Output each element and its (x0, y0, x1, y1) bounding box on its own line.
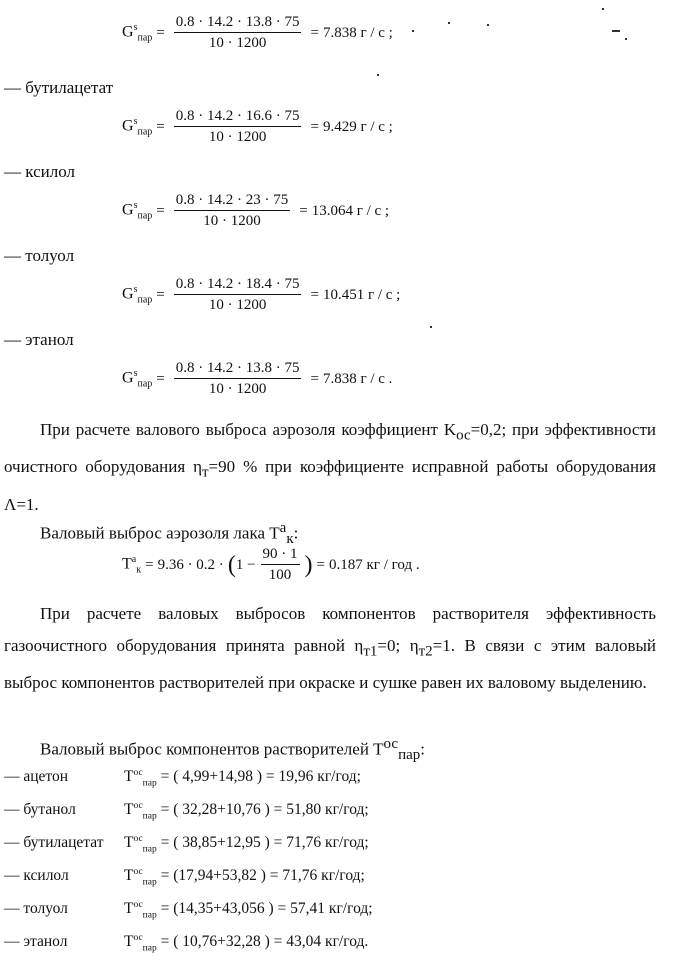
formula-symbol: $G^s_{пар}$ (122, 368, 153, 390)
formula-symbol: $G^s_{пар}$ (122, 200, 153, 222)
fraction: $\frac{0.8 \cdot 14.2 \cdot 16.6 \cdot 75}{10 \cdot 1200}$ (175, 108, 300, 145)
solvent-row: — ксилол $T^{ос}_{пар} = (17,94+53,82$ ) = 71,76 кг/год; (4, 867, 365, 888)
formula-symbol: $G^s_{пар}$ (122, 116, 153, 138)
formula-result: 10.451 г / с ; (322, 286, 401, 303)
formula-g-2: $G^s_{пар}$ = $\frac{0.8 \cdot 14.2 \cdot 16.6 \cdot 75}{10 \cdot 1200}$ = 9.429 г / с ; (122, 108, 393, 145)
solvent-row: — бутилацетат $T^{ос}_{пар}$ = ( 38,85+12,95 ) = 71,76 кг/год; (4, 834, 369, 855)
scan-speck (412, 30, 414, 32)
solvent-row: — бутанол $T^{ос}_{пар}$ = ( 32,28+10,76 ) = 51,80 кг/год; (4, 801, 369, 822)
formula-symbol: $G^s_{пар}$ (122, 22, 153, 44)
scan-speck (612, 30, 620, 32)
formula-result: 7.838 г / с . (322, 370, 393, 387)
solvent-row: — ацетон $T^{ос}_{пар}$ = ( 4,99+14,98 ) = 19,96 кг/год; (4, 768, 361, 789)
scan-speck (448, 22, 450, 24)
fraction: $\frac{90 \cdot 1}{100}$ (262, 546, 298, 583)
formula-symbol: $G^s_{пар}$ (122, 284, 153, 306)
scan-speck (602, 8, 604, 10)
scan-speck (625, 38, 627, 40)
formula-result: 9.429 г / с ; (322, 118, 393, 135)
scan-speck (487, 24, 489, 26)
component-label: — этанол (4, 330, 74, 349)
paragraph-solvent-efficiency: При расчете валовых выбросов компонентов растворителя эффективность газоочистного оборудования принята равной $\eta_{т1}=0$; $\eta_{т2}=1$. В связи с этим валовый выброс компонентов растворителей при окраске и сушке равен их валовому выделению. (4, 604, 656, 693)
fraction: $\frac{0.8 \cdot 14.2 \cdot 13.8 \cdot 75}{10 \cdot 1200}$ (175, 360, 300, 397)
formula-result: 0.187 кг / год . (329, 556, 420, 573)
formula-g-4: $G^s_{пар}$ = $\frac{0.8 \cdot 14.2 \cdot 18.4 \cdot 75}{10 \cdot 1200}$ = 10.451 г / с ; (122, 276, 401, 313)
component-label: — ксилол (4, 162, 75, 181)
paragraph-aerosol-title: Валовый выброс аэрозоля лака $T^а_к$: (40, 520, 299, 548)
fraction: $\frac{0.8 \cdot 14.2 \cdot 13.8 \cdot 75}{10 \cdot 1200}$ (175, 14, 300, 51)
paragraph-solvent-title: Валовый выброс компонентов растворителей $T^{ос}_{пар}$: (40, 736, 425, 764)
solvent-row: — толуол $T^{ос}_{пар} = (14,35+43,056$ ) = 57,41 кг/год; (4, 900, 373, 921)
scan-speck (377, 74, 379, 76)
formula-result: 7.838 г / с ; (322, 24, 393, 41)
paragraph-aerosol-coefficients: При расчете валового выброса аэрозоля коэффициент $K_{ос}=0,2$; при эффективности очистного оборудования $\eta_т=90$ % при коэффициенте исправной работы оборудования Λ=1. (4, 420, 656, 514)
fraction: $\frac{0.8 \cdot 14.2 \cdot 18.4 \cdot 75}{10 \cdot 1200}$ (175, 276, 300, 313)
formula-g-1: $G^s_{пар}$ = $\frac{0.8 \cdot 14.2 \cdot 13.8 \cdot 75}{10 \cdot 1200}$ = 7.838 г / с ; (122, 14, 393, 51)
fraction: $\frac{0.8 \cdot 14.2 \cdot 23 \cdot 75}{10 \cdot 1200}$ (175, 192, 289, 229)
component-label: — бутилацетат (4, 78, 114, 97)
component-label: — толуол (4, 246, 75, 265)
solvent-row: — этанол $T^{ос}_{пар}$ = ( 10,76+32,28 ) = 43,04 кг/год. (4, 933, 369, 954)
formula-t-aerosol: $T^а_к$ = 9.36 · 0.2 · ( 1 − $\frac{90 \cdot 1}{100}$ ) = 0.187 кг / год . (122, 546, 420, 583)
formula-result: 13.064 г / с ; (311, 202, 390, 219)
scan-speck (430, 326, 432, 328)
formula-g-3: $G^s_{пар}$ = $\frac{0.8 \cdot 14.2 \cdot 23 \cdot 75}{10 \cdot 1200}$ = 13.064 г / с ; (122, 192, 390, 229)
formula-symbol: $T^а_к$ (122, 554, 142, 576)
formula-g-5: $G^s_{пар}$ = $\frac{0.8 \cdot 14.2 \cdot 13.8 \cdot 75}{10 \cdot 1200}$ = 7.838 г / с . (122, 360, 393, 397)
